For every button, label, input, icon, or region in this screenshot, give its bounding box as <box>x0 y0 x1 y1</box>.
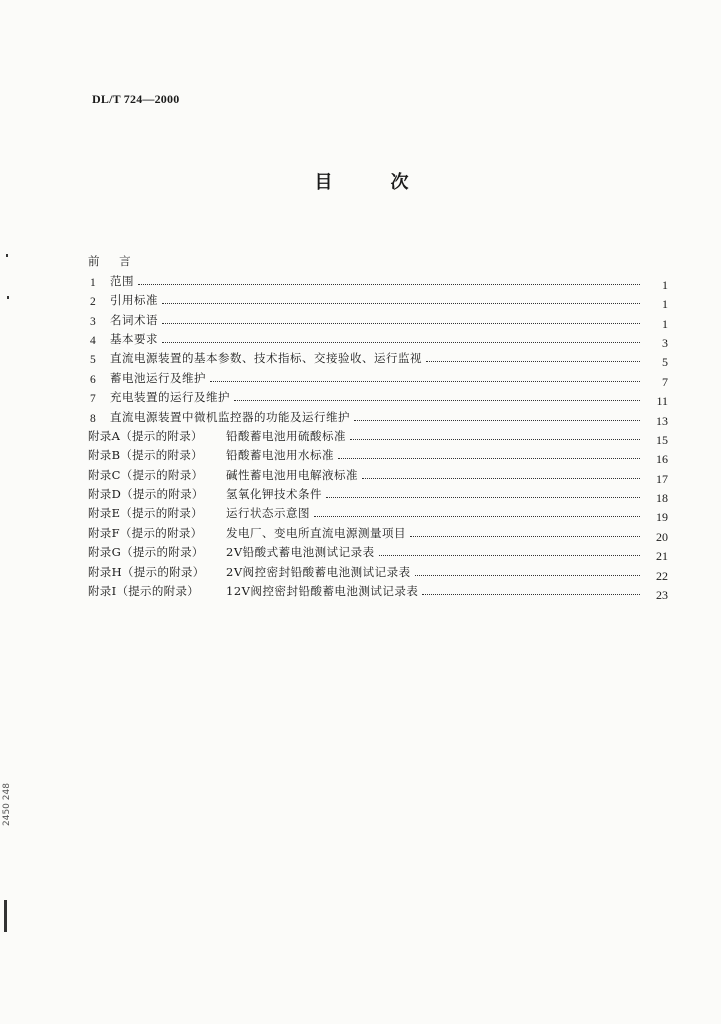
toc-entry-label: 铅酸蓄电池用水标准 <box>226 448 334 463</box>
toc-entry-appendix: 附录H（提示的附录） <box>88 564 205 579</box>
toc-entry-page: 17 <box>656 471 668 486</box>
toc-entry-page: 1 <box>662 297 668 312</box>
toc-entry[interactable] <box>88 560 668 583</box>
toc-leader-dots <box>410 526 640 537</box>
toc-entry-number: 2 <box>90 296 96 309</box>
margin-note: 2450 248 <box>2 783 12 826</box>
toc-entry-label: 直流电源装置中微机监控器的功能及运行维护 <box>110 409 350 424</box>
toc-entry[interactable] <box>88 328 668 350</box>
toc-entry[interactable] <box>88 347 668 370</box>
toc-entry-appendix: 附录A（提示的附录） <box>88 428 203 443</box>
scan-mark <box>7 296 9 299</box>
toc-entry-appendix: 附录B（提示的附录） <box>88 448 203 463</box>
toc-entry[interactable] <box>88 366 668 389</box>
toc-entry-appendix: 附录F（提示的附录） <box>88 525 203 540</box>
toc-entry-appendix: 附录E（提示的附录） <box>88 506 203 521</box>
toc-entry[interactable] <box>88 541 668 564</box>
toc-entry-label: 蓄电池运行及维护 <box>110 370 206 385</box>
toc-entry-label: 运行状态示意图 <box>226 506 310 521</box>
document-code: DL/T 724—2000 <box>92 92 180 106</box>
toc-entry-label: 基本要求 <box>110 331 158 346</box>
scan-mark <box>4 900 7 932</box>
toc-leader-dots <box>162 313 640 324</box>
toc-entry-label: 充电装置的运行及维护 <box>110 390 230 405</box>
toc-leader-dots <box>354 410 640 421</box>
toc-leader-dots <box>426 351 640 362</box>
toc-entry-number: 8 <box>90 412 96 425</box>
toc-entry-page: 20 <box>656 529 668 544</box>
toc-entry-label: 碱性蓄电池用电解液标准 <box>226 467 358 482</box>
toc-entry-page: 19 <box>656 510 668 525</box>
toc-leader-dots <box>379 545 640 556</box>
toc-entry[interactable] <box>88 463 668 486</box>
toc-leader-dots <box>162 332 640 343</box>
toc-leader-dots <box>350 429 640 440</box>
scan-mark <box>6 254 8 257</box>
toc-entry[interactable] <box>88 502 668 525</box>
toc-entry-number: 7 <box>90 393 96 406</box>
toc-leader-dots <box>338 448 640 459</box>
toc-entry[interactable] <box>88 308 668 331</box>
toc-entry[interactable] <box>88 250 668 269</box>
toc-leader-dots <box>362 468 640 479</box>
toc-entry-label: 铅酸蓄电池用硫酸标准 <box>226 428 346 443</box>
toc-entry-appendix: 附录C（提示的附录） <box>88 467 204 482</box>
toc-entry-label: 氢氧化钾技术条件 <box>226 487 322 502</box>
toc-entry-number: 5 <box>90 354 96 367</box>
toc-entry-label: 直流电源装置的基本参数、技术指标、交接验收、运行监视 <box>110 351 422 366</box>
toc-entry[interactable] <box>88 405 668 428</box>
toc-entry-page: 13 <box>656 413 668 428</box>
toc-entry-appendix: 附录D（提示的附录） <box>88 487 204 502</box>
toc-leader-dots <box>314 506 640 517</box>
toc-leader-dots <box>138 274 640 285</box>
toc-entry[interactable] <box>88 521 668 544</box>
toc-entry-page: 1 <box>662 277 668 292</box>
toc-leader-dots <box>422 584 640 595</box>
toc-entry-page: 23 <box>656 588 668 603</box>
toc-leader-dots <box>162 293 640 304</box>
toc-entry[interactable] <box>88 386 668 409</box>
toc-entry-label: 名词术语 <box>110 312 158 327</box>
toc-leader-dots <box>415 565 640 576</box>
toc-entry-number: 3 <box>90 315 96 328</box>
toc-entry-page: 21 <box>656 549 668 564</box>
toc-entry-label: 范围 <box>110 273 134 288</box>
toc-entry-page: 7 <box>662 374 668 389</box>
toc-entry[interactable] <box>88 425 668 447</box>
toc-entry-label: 2V阀控密封铅酸蓄电池测试记录表 <box>226 564 411 579</box>
toc-entry-page: 18 <box>656 491 668 506</box>
toc-entry[interactable] <box>88 580 668 603</box>
toc-entry[interactable] <box>88 289 668 312</box>
page-title: 目次 <box>314 172 467 193</box>
toc-entry-page: 22 <box>656 568 668 583</box>
toc-entry-page: 3 <box>662 335 668 350</box>
toc-entry-page: 5 <box>662 355 668 370</box>
toc-entry-appendix: 附录I（提示的附录） <box>88 584 200 599</box>
toc-entry-number: 1 <box>90 276 96 289</box>
toc-leader-dots <box>234 390 640 401</box>
toc-entry-page: 1 <box>662 316 668 331</box>
toc-entry-number: 4 <box>90 334 96 347</box>
toc-entry-number: 6 <box>90 373 96 386</box>
toc-entry-label: 引用标准 <box>110 293 158 308</box>
toc-entry-label: 12V阀控密封铅酸蓄电池测试记录表 <box>226 584 419 599</box>
toc-entry[interactable] <box>88 444 668 467</box>
toc-entry-page: 16 <box>656 452 668 467</box>
toc-leader-dots <box>326 487 640 498</box>
toc-entry[interactable] <box>88 269 668 292</box>
toc-entry[interactable] <box>88 483 668 506</box>
toc-entry-appendix: 附录G（提示的附录） <box>88 545 204 560</box>
toc-entry-page: 11 <box>656 394 668 409</box>
toc-leader-dots <box>210 371 640 382</box>
table-of-contents <box>88 250 668 603</box>
toc-entry-label: 前 言 <box>88 254 139 269</box>
toc-entry-page: 15 <box>656 432 668 447</box>
toc-entry-label: 发电厂、变电所直流电源测量项目 <box>226 525 406 540</box>
toc-entry-label: 2V铅酸式蓄电池测试记录表 <box>226 545 375 560</box>
